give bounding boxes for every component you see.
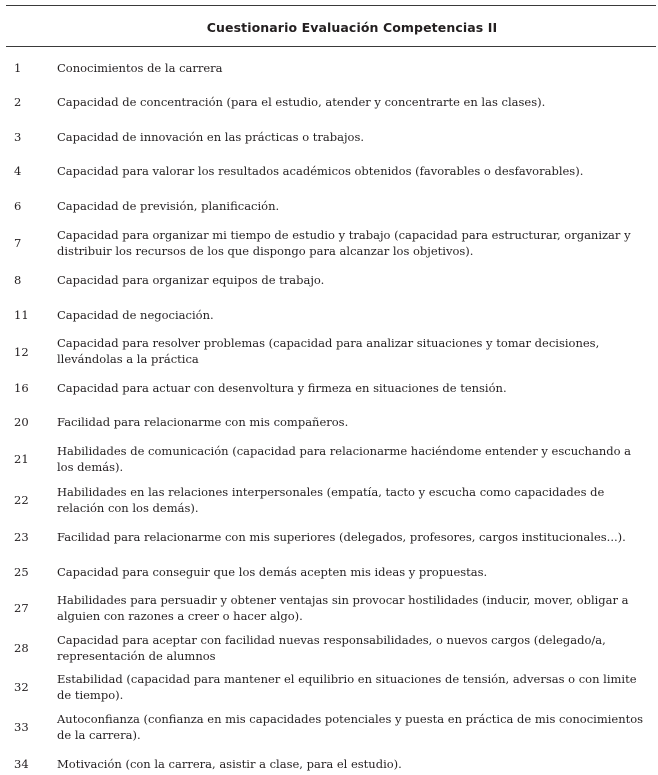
item-number: 16 — [14, 381, 29, 395]
item-number: 2 — [14, 95, 22, 109]
item-text: Capacidad para organizar equipos de trabajo. — [57, 273, 325, 287]
item-number: 27 — [14, 601, 29, 615]
item-number: 34 — [14, 757, 29, 771]
item-number: 32 — [14, 680, 29, 694]
item-text: Capacidad para resolver problemas (capacidad para analizar situaciones y tomar decisiones, llevándolas a la práctica — [57, 336, 600, 366]
document-title: Cuestionario Evaluación Competencias II — [206, 20, 498, 35]
item-text: Capacidad de previsión, planificación. — [57, 199, 280, 213]
item-number: 7 — [14, 236, 22, 250]
item-text: Capacidad para organizar mi tiempo de estudio y trabajo (capacidad para estructurar, organizar y distribuir los recursos de los que dispongo para alcanzar los objetivos). — [57, 228, 631, 258]
item-text: Capacidad para actuar con desenvoltura y firmeza en situaciones de tensión. — [57, 381, 507, 395]
item-text: Estabilidad (capacidad para mantener el equilibrio en situaciones de tensión, adversas o con limite de tiempo). — [57, 672, 637, 702]
item-number: 3 — [14, 130, 22, 144]
item-number: 1 — [14, 61, 22, 75]
item-number: 12 — [14, 345, 29, 359]
item-number: 33 — [14, 720, 29, 734]
item-number: 6 — [14, 199, 22, 213]
item-text: Habilidades en las relaciones interpersonales (empatía, tacto y escucha como capacidades de relación con los demás). — [57, 485, 605, 515]
item-text: Facilidad para relacionarme con mis superiores (delegados, profesores, cargos institucionales...). — [57, 530, 626, 544]
item-number: 22 — [14, 493, 29, 507]
item-number: 21 — [14, 452, 29, 466]
item-text: Habilidades para persuadir y obtener ventajas sin provocar hostilidades (inducir, mover, obligar a alguien con razones a creer o hacer algo). — [57, 593, 629, 623]
item-text: Capacidad de innovación en las prácticas o trabajos. — [57, 130, 365, 144]
item-text: Conocimientos de la carrera — [57, 61, 223, 75]
item-number: 23 — [14, 530, 29, 544]
item-number: 8 — [14, 273, 22, 287]
item-text: Autoconfianza (confianza en mis capacidades potenciales y puesta en práctica de mis conocimientos de la carrera). — [57, 712, 644, 742]
item-text: Capacidad de negociación. — [57, 308, 214, 322]
item-number: 28 — [14, 641, 29, 655]
item-text: Capacidad para aceptar con facilidad nuevas responsabilidades, o nuevos cargos (delegado/a, representación de alumnos — [57, 633, 606, 663]
item-number: 20 — [14, 415, 29, 429]
item-text: Capacidad de concentración (para el estudio, atender y concentrarte en las clases). — [57, 95, 546, 109]
item-text: Capacidad para valorar los resultados académicos obtenidos (favorables o desfavorables). — [57, 164, 584, 178]
item-number: 11 — [14, 308, 29, 322]
item-text: Motivación (con la carrera, asistir a clase, para el estudio). — [57, 757, 402, 771]
item-text: Capacidad para conseguir que los demás acepten mis ideas y propuestas. — [57, 565, 488, 579]
item-text: Habilidades de comunicación (capacidad para relacionarme haciéndome entender y escuchando a los demás). — [57, 444, 632, 474]
item-number: 25 — [14, 565, 29, 579]
item-text: Facilidad para relacionarme con mis compañeros. — [57, 415, 349, 429]
item-number: 4 — [14, 164, 22, 178]
